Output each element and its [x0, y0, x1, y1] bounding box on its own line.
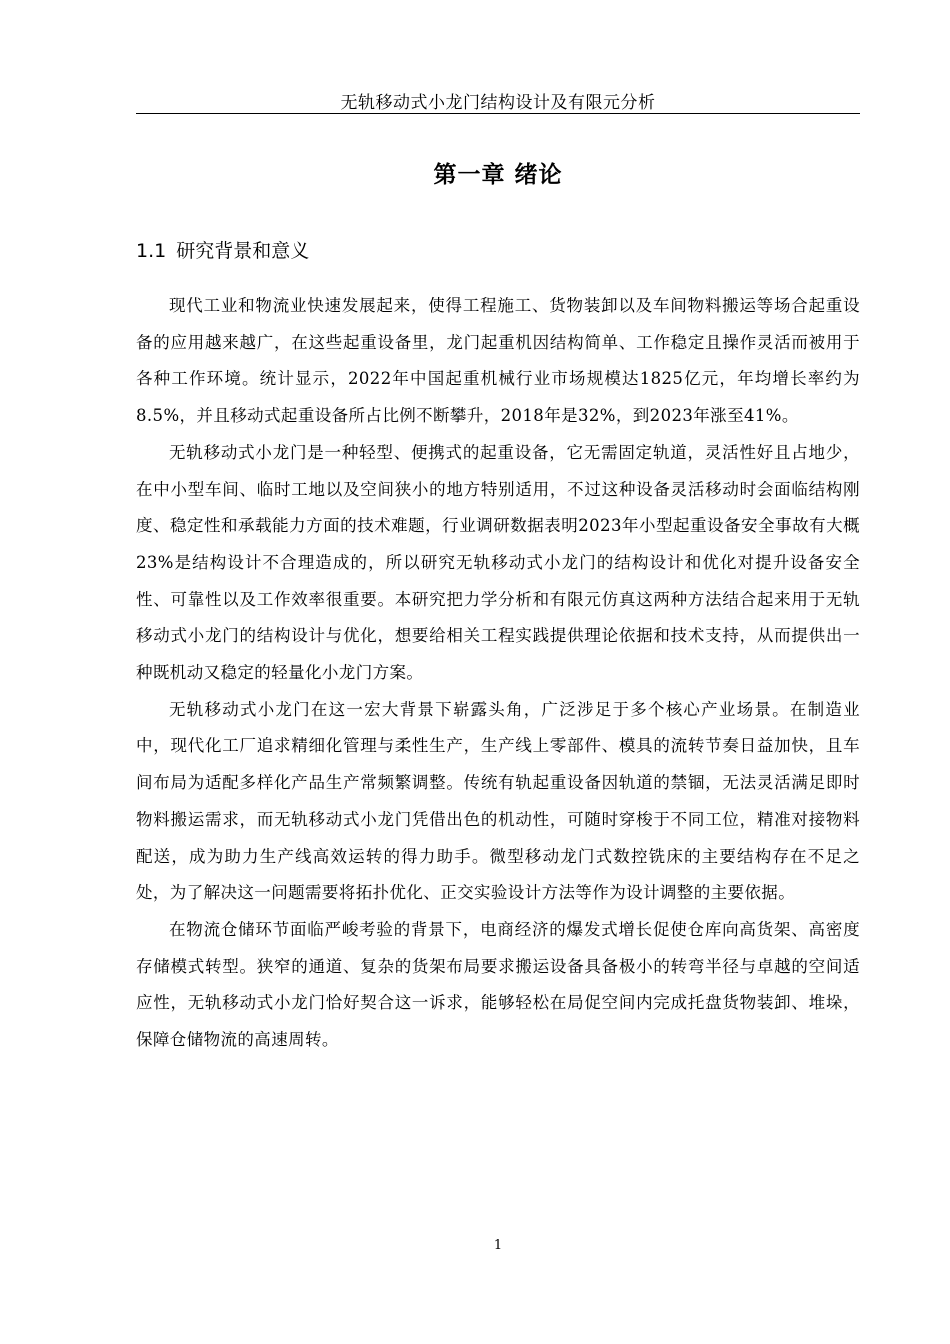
section-number: 1.1 [136, 240, 167, 262]
paragraph: 在物流仓储环节面临严峻考验的背景下，电商经济的爆发式增长促使仓库向高货架、高密度存储模式转型。狭窄的通道、复杂的货架布局要求搬运设备具备极小的转弯半径与卓越的空间适应性，无轨移动式小龙门恰好契合这一诉求，能够轻松在局促空间内完成托盘货物装卸、堆垛，保障仓储物流的高速周转。 [136, 919, 860, 1050]
body-text [136, 288, 860, 1059]
header-rule [136, 113, 860, 114]
section-heading [136, 237, 309, 265]
paragraph: 现代工业和物流业快速发展起来，使得工程施工、货物装卸以及车间物料搬运等场合起重设备的应用越来越广，在这些起重设备里，龙门起重机因结构简单、工作稳定且操作灵活而被用于各种工作环境。统计显示，2022年中国起重机械行业市场规模达1825亿元，年均增长率约为8.5%，并且移动式起重设备所占比例不断攀升，2018年是32%，到2023年涨至41%。 [136, 296, 860, 426]
paragraph: 无轨移动式小龙门是一种轻型、便携式的起重设备，它无需固定轨道，灵活性好且占地少，在中小型车间、临时工地以及空间狭小的地方特别适用，不过这种设备灵活移动时会面临结构刚度、稳定性和承载能力方面的技术难题，行业调研数据表明2023年小型起重设备安全事故有大概23%是结构设计不合理造成的，所以研究无轨移动式小龙门的结构设计和优化对提升设备安全性、可靠性以及工作效率很重要。本研究把力学分析和有限元仿真这两种方法结合起来用于无轨移动式小龙门的结构设计与优化，想要给相关工程实践提供理论依据和技术支持，从而提供出一种既机动又稳定的轻量化小龙门方案。 [136, 442, 860, 683]
paragraph: 无轨移动式小龙门在这一宏大背景下崭露头角，广泛涉足于多个核心产业场景。在制造业中，现代化工厂追求精细化管理与柔性生产，生产线上零部件、模具的流转节奏日益加快，且车间布局为适配多样化产品生产常频繁调整。传统有轨起重设备因轨道的禁锢，无法灵活满足即时物料搬运需求，而无轨移动式小龙门凭借出色的机动性，可随时穿梭于不同工位，精准对接物料配送，成为助力生产线高效运转的得力助手。微型移动龙门式数控铣床的主要结构存在不足之处，为了解决这一问题需要将拓扑优化、正交实验设计方法等作为设计调整的主要依据。 [136, 699, 860, 903]
section-title: 研究背景和意义 [176, 240, 310, 262]
running-header: 无轨移动式小龙门结构设计及有限元分析 [340, 93, 656, 113]
page-number: 1 [493, 1238, 503, 1253]
chapter-title: 第一章 绪论 [433, 162, 563, 188]
